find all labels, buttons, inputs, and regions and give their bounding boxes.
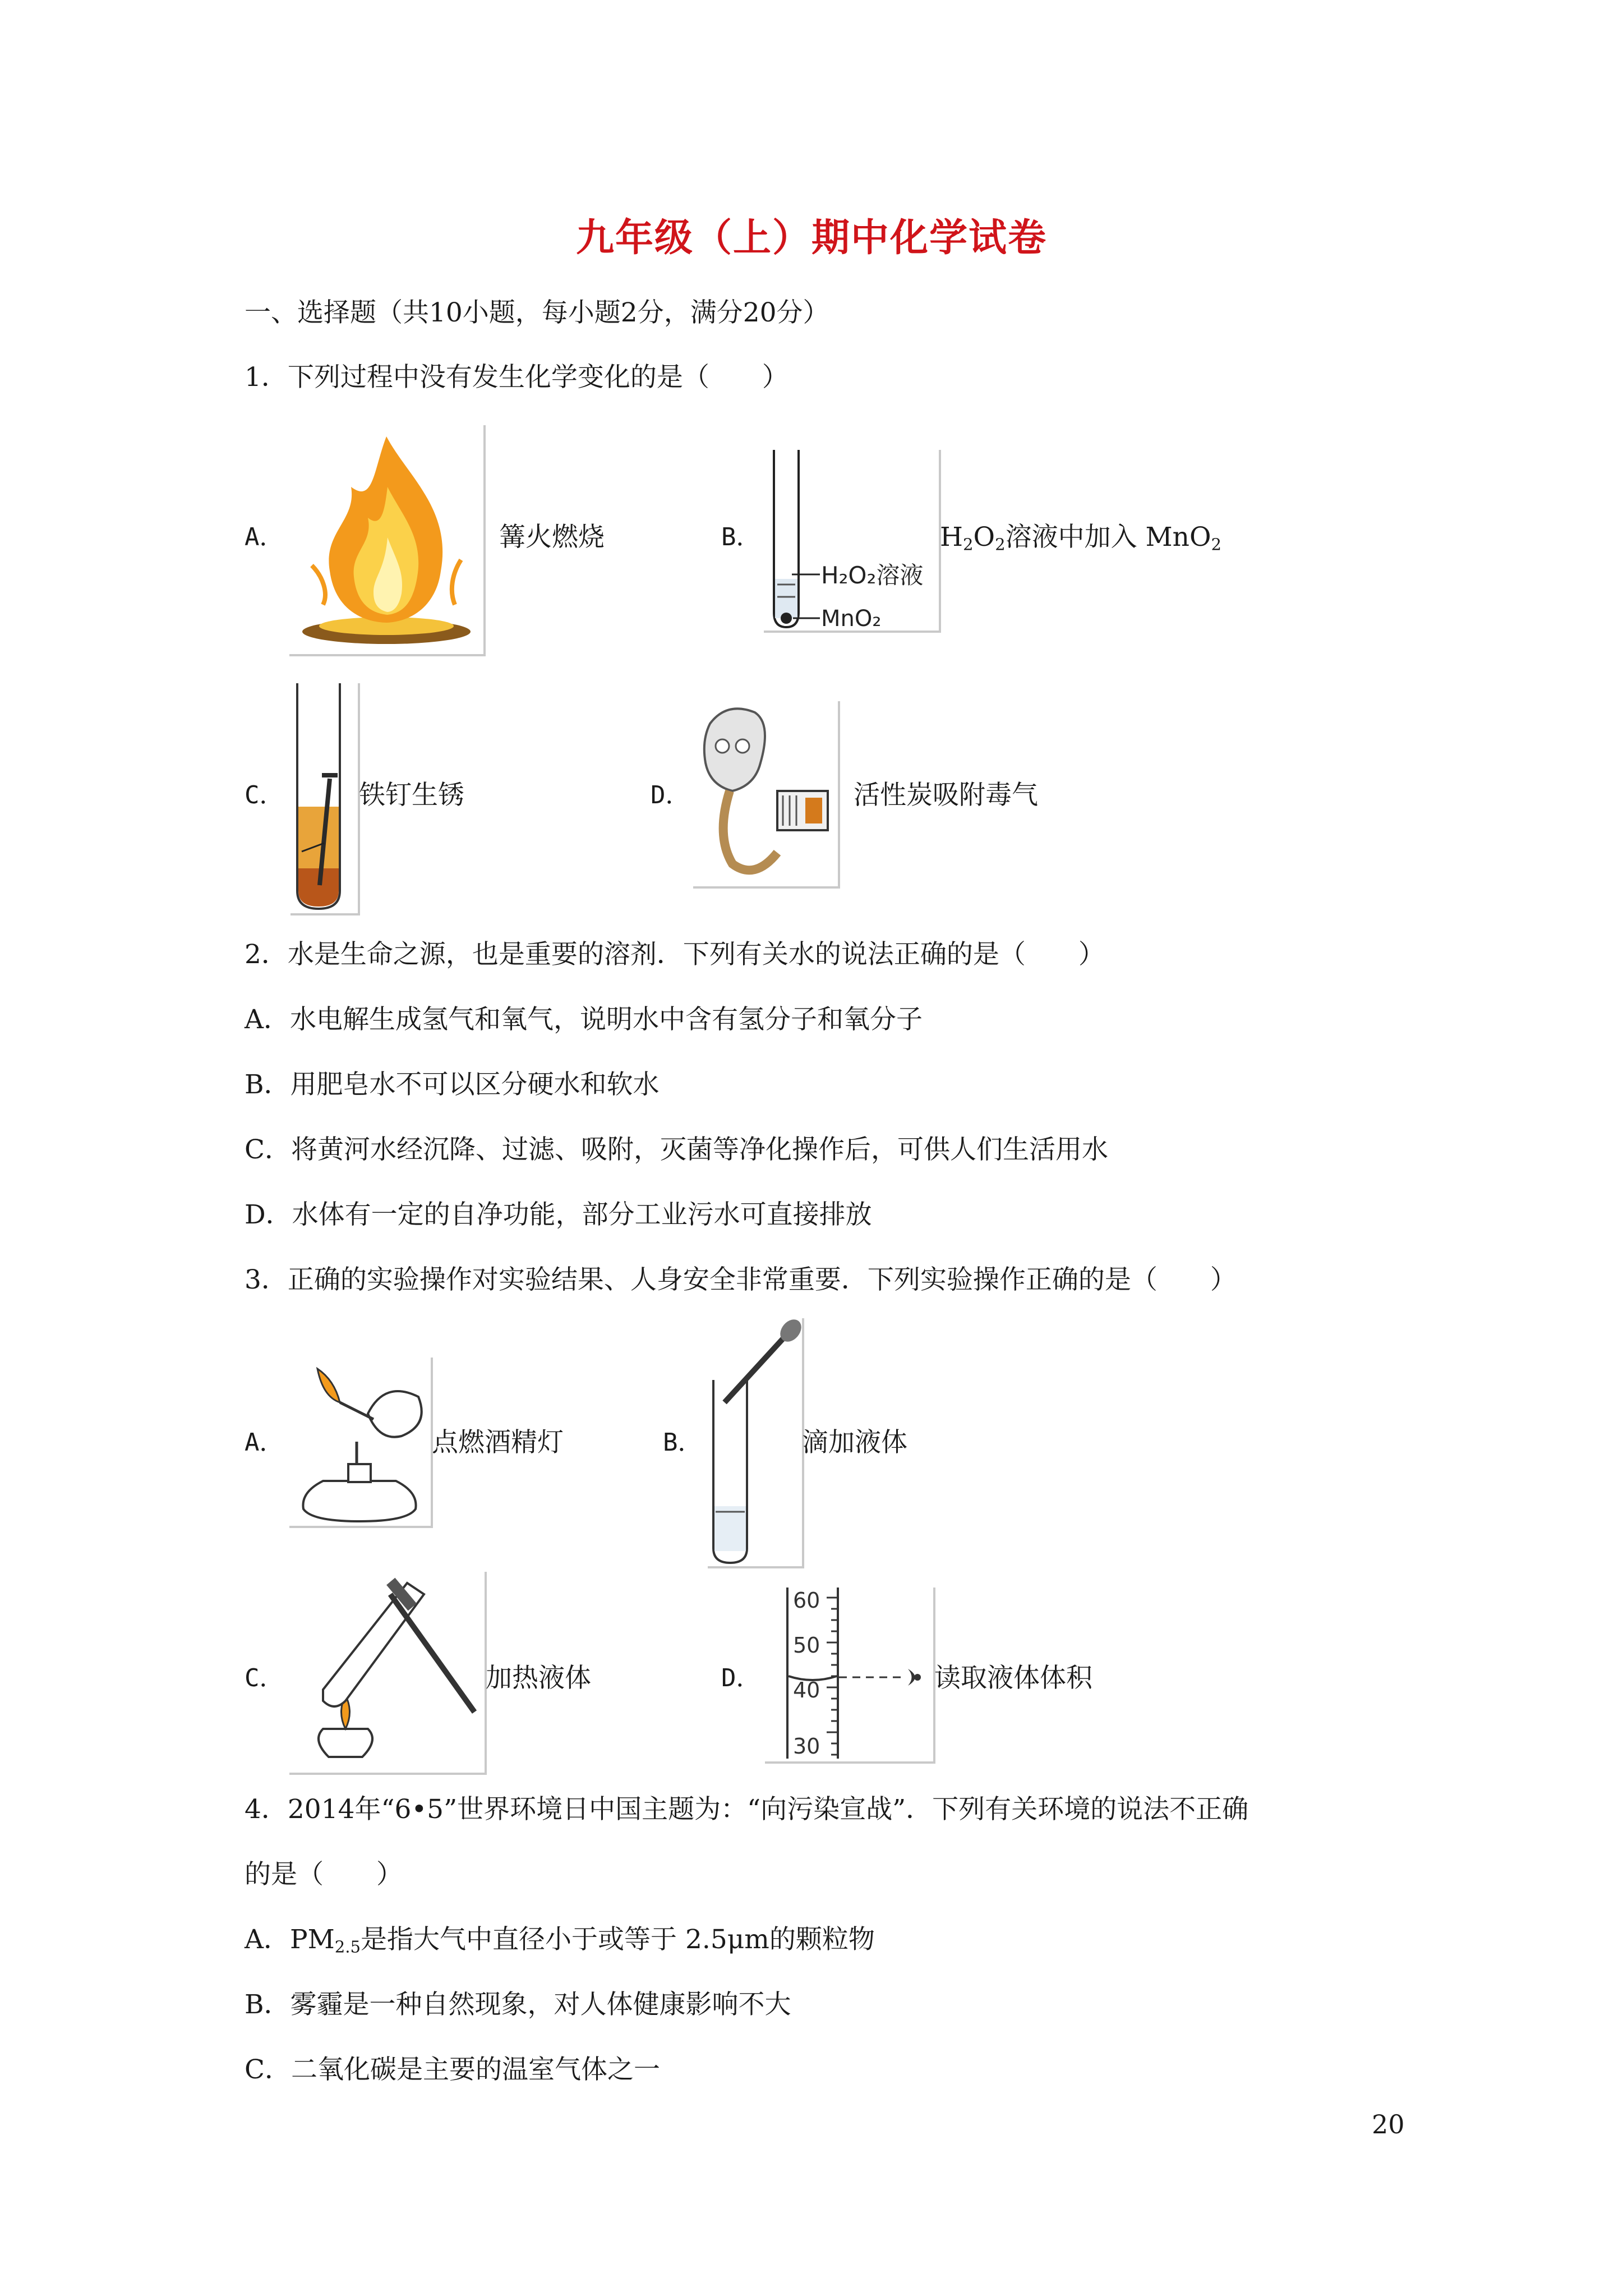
q2-option-d: D．水体有一定的自净功能，部分工业污水可直接排放: [245, 1199, 872, 1230]
page-number: 20: [1372, 2109, 1405, 2139]
h2o2-label: H₂O₂溶液: [821, 562, 924, 589]
q2-option-a: A．水电解生成氢气和氧气，说明水中含有氢分子和氧分子: [245, 1004, 923, 1035]
q1-option-c-letter: C．: [245, 781, 284, 809]
bonfire-image: [289, 425, 486, 656]
tick-40: 40: [793, 1678, 820, 1703]
q3-option-a-text: 点燃酒精灯: [432, 1427, 564, 1458]
gas-mask-icon: [693, 701, 838, 886]
q1-option-a-text: 篝火燃烧: [499, 522, 605, 553]
dropper-icon: [708, 1318, 802, 1566]
iron-nail-tube-icon: [291, 683, 358, 913]
q3-option-a-letter: A．: [245, 1428, 284, 1457]
question-1-stem: 1．下列过程中没有发生化学变化的是（ ）: [245, 362, 789, 393]
test-tube-h2o2-image: [764, 450, 941, 633]
q3-option-d-letter: D．: [721, 1664, 761, 1692]
tick-30: 30: [793, 1734, 820, 1759]
q1-option-c-text: 铁钉生锈: [359, 780, 464, 811]
tick-60: 60: [793, 1588, 820, 1613]
q3-option-b-letter: B．: [663, 1428, 703, 1457]
mno2-label: MnO₂: [821, 606, 882, 631]
section-heading: 一、选择题（共10小题，每小题2分，满分20分）: [245, 297, 829, 328]
q1-option-a-letter: A．: [245, 523, 284, 551]
q4-option-b: B．雾霾是一种自然现象，对人体健康影响不大: [245, 1989, 791, 2020]
q1-option-d-letter: D．: [651, 781, 690, 809]
q1-option-b-letter: B．: [721, 523, 761, 551]
question-4-stem-line1: 4．2014年“6•5”世界环境日中国主题为：“向污染宣战”．下列有关环境的说法不正确: [245, 1794, 1249, 1825]
iron-nail-image: [291, 683, 360, 915]
graduated-cylinder-image: [765, 1588, 935, 1764]
q2-option-c: C．将黄河水经沉降、过滤、吸附，灭菌等净化操作后，可供人们生活用水: [245, 1134, 1108, 1165]
alcohol-lamp-lighting-image: [289, 1358, 433, 1528]
alcohol-lamp-icon: [289, 1358, 431, 1526]
gas-mask-image: [693, 701, 840, 889]
q4-option-a: A．$PM_{2.5}$是指大气中直径小于或等于 2.5μm的颗粒物: [245, 1924, 875, 1957]
page-title: 九年级（上）期中化学试卷: [575, 215, 1047, 260]
dropper-test-tube-image: [708, 1318, 804, 1568]
q3-option-c-text: 加热液体: [486, 1663, 591, 1694]
q2-option-b: B．用肥皂水不可以区分硬水和软水: [245, 1069, 660, 1100]
heating-liquid-image: [289, 1572, 487, 1775]
q1-option-b-text: $H_2O_2$溶液中加入 MnO$_2$: [940, 522, 1222, 554]
q3-option-b-text: 滴加液体: [802, 1427, 907, 1458]
test-tube-icon: [764, 450, 939, 631]
tick-50: 50: [793, 1633, 820, 1658]
question-3-stem: 3．正确的实验操作对实验结果、人身安全非常重要．下列实验操作正确的是（ ）: [245, 1264, 1237, 1295]
heating-tube-icon: [289, 1572, 485, 1773]
q4-option-c: C．二氧化碳是主要的温室气体之一: [245, 2054, 660, 2085]
q1-option-d-text: 活性炭吸附毒气: [854, 780, 1038, 811]
graduated-cylinder-icon: [765, 1588, 933, 1761]
q3-option-c-letter: C．: [245, 1664, 284, 1692]
question-2-stem: 2．水是生命之源，也是重要的溶剂．下列有关水的说法正确的是（ ）: [245, 939, 1105, 970]
question-4-stem-line2: 的是（ ）: [245, 1859, 403, 1890]
bonfire-icon: [289, 425, 483, 654]
q3-option-d-text: 读取液体体积: [934, 1663, 1092, 1694]
